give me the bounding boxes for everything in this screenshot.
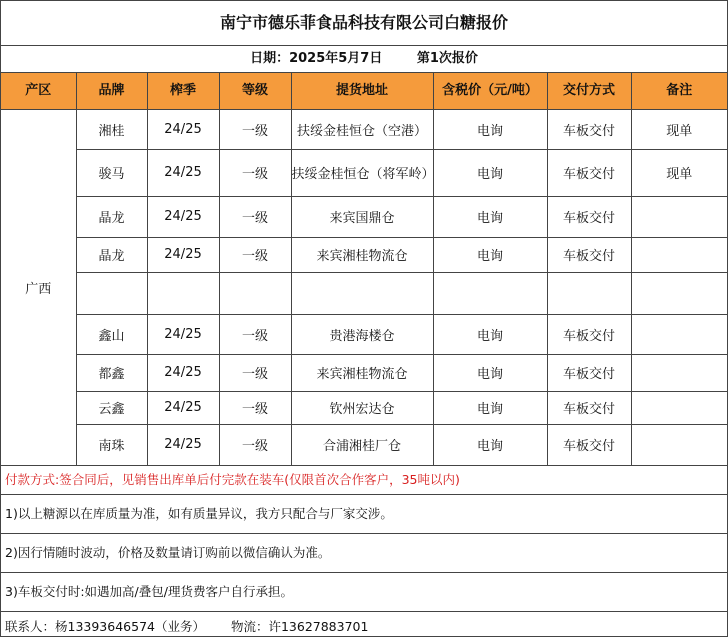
cell-address: 扶绥金桂恒仓（空港） [291,109,433,149]
header-region: 产区 [1,73,76,109]
price-table [1,73,727,466]
note-quality: 1)以上糖源以在库质量为准，如有质量异议，我方只配合与厂家交涉。 [1,495,727,534]
cell-remark [631,272,727,314]
quote-number: 第1次报价 [416,51,478,66]
table-row [1,237,727,272]
cell-delivery: 车板交付 [547,424,631,465]
table-row [1,196,727,237]
cell-address: 扶绥金桂恒仓（将军岭） [291,149,433,196]
table-row-empty [1,272,727,314]
cell-grade: 一级 [219,424,291,465]
header-brand: 品牌 [76,73,147,109]
contact-row [1,612,727,642]
cell-season: 24/25 [147,314,219,354]
cell-address: 合浦湘桂厂仓 [291,424,433,465]
table-row [1,314,727,354]
cell-price: 电询 [433,237,547,272]
cell-remark [631,196,727,237]
cell-delivery: 车板交付 [547,237,631,272]
cell-address: 来宾湘桂物流仓 [291,237,433,272]
table-row [1,149,727,196]
date-row [1,46,727,73]
cell-remark [631,314,727,354]
cell-grade: 一级 [219,391,291,424]
cell-price: 电询 [433,196,547,237]
table-row [1,354,727,391]
cell-grade: 一级 [219,314,291,354]
cell-brand: 云鑫 [76,391,147,424]
contact-sales: 联系人：杨13393646574（业务） [5,618,205,634]
quote-date: 日期：2025年5月7日 [250,51,383,66]
table-row [1,391,727,424]
cell-grade: 一级 [219,354,291,391]
cell-season: 24/25 [147,424,219,465]
cell-season: 24/25 [147,196,219,237]
cell-address: 来宾湘桂物流仓 [291,354,433,391]
region-cell: 广西 [1,109,76,465]
cell-price: 电询 [433,109,547,149]
cell-season: 24/25 [147,109,219,149]
cell-season: 24/25 [147,149,219,196]
table-row [1,109,727,149]
cell-address [291,272,433,314]
cell-season: 24/25 [147,354,219,391]
cell-brand: 湘桂 [76,109,147,149]
payment-terms: 付款方式:签合同后，见销售出库单后付完款在装车(仅限首次合作客户，35吨以内) [1,466,727,495]
page-title: 南宁市德乐菲食品科技有限公司白糖报价 [1,1,727,46]
header-price: 含税价（元/吨） [433,73,547,109]
cell-brand: 晶龙 [76,237,147,272]
header-grade: 等级 [219,73,291,109]
header-delivery: 交付方式 [547,73,631,109]
cell-price: 电询 [433,354,547,391]
cell-price: 电询 [433,149,547,196]
cell-price [433,272,547,314]
cell-brand: 晶龙 [76,196,147,237]
note-price: 2)因行情随时波动，价格及数量请订购前以微信确认为准。 [1,534,727,573]
cell-remark [631,391,727,424]
cell-season: 24/25 [147,237,219,272]
header-remark: 备注 [631,73,727,109]
cell-grade [219,272,291,314]
cell-price: 电询 [433,314,547,354]
cell-grade: 一级 [219,237,291,272]
cell-remark: 现单 [631,149,727,196]
cell-brand: 鑫山 [76,314,147,354]
cell-address: 来宾国鼎仓 [291,196,433,237]
cell-price: 电询 [433,424,547,465]
cell-delivery: 车板交付 [547,354,631,391]
cell-delivery: 车板交付 [547,149,631,196]
cell-season [147,272,219,314]
cell-remark [631,237,727,272]
cell-remark: 现单 [631,109,727,149]
cell-delivery: 车板交付 [547,196,631,237]
cell-delivery: 车板交付 [547,109,631,149]
cell-brand: 南珠 [76,424,147,465]
cell-delivery [547,272,631,314]
cell-grade: 一级 [219,149,291,196]
header-address: 提货地址 [291,73,433,109]
table-header-row [1,73,727,109]
header-season: 榨季 [147,73,219,109]
cell-season: 24/25 [147,391,219,424]
cell-brand: 骏马 [76,149,147,196]
cell-price: 电询 [433,391,547,424]
cell-address: 贵港海楼仓 [291,314,433,354]
cell-brand [76,272,147,314]
cell-brand: 都鑫 [76,354,147,391]
cell-remark [631,354,727,391]
cell-address: 钦州宏达仓 [291,391,433,424]
cell-grade: 一级 [219,196,291,237]
cell-delivery: 车板交付 [547,391,631,424]
table-row [1,424,727,465]
note-delivery: 3)车板交付时:如遇加高/叠包/理货费客户自行承担。 [1,573,727,612]
contact-logistics: 物流：许13627883701 [230,618,369,634]
cell-delivery: 车板交付 [547,314,631,354]
cell-grade: 一级 [219,109,291,149]
cell-remark [631,424,727,465]
